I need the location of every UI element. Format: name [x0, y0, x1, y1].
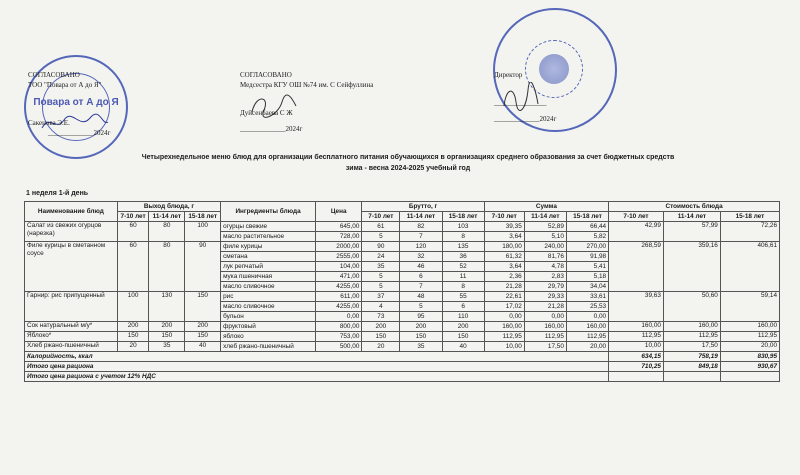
- header-sum: Сумма: [484, 202, 608, 212]
- brutto-cell: 110: [442, 312, 484, 322]
- sum-cell: 91,98: [566, 252, 608, 262]
- price-cell: 800,00: [315, 322, 361, 332]
- dish-name-cell: Хлеб ржано-пшеничный: [25, 342, 118, 352]
- approval-supplier: [28, 70, 110, 138]
- header-age: 15-18 лет: [720, 212, 779, 222]
- brutto-cell: 6: [400, 272, 442, 282]
- brutto-cell: 4: [362, 302, 400, 312]
- ingredient-cell: мука пшеничная: [221, 272, 316, 282]
- price-cell: 0,00: [315, 312, 361, 322]
- brutto-cell: 5: [362, 282, 400, 292]
- price-cell: 2000,00: [315, 242, 361, 252]
- header-brutto: Брутто, г: [362, 202, 484, 212]
- total-row: [25, 352, 780, 362]
- sum-cell: 180,00: [484, 242, 524, 252]
- header-ingredients: Ингредиенты блюда: [221, 202, 316, 222]
- approval-label: СОГЛАСОВАНО: [240, 71, 292, 79]
- approval-nurse: [240, 70, 373, 134]
- menu-table-body: [25, 222, 780, 382]
- total-value: [609, 372, 664, 382]
- total-value: 930,67: [720, 362, 779, 372]
- ingredient-cell: рис: [221, 292, 316, 302]
- header-dish: Наименование блюд: [25, 202, 118, 222]
- total-label: Калорийность, ккал: [25, 352, 609, 362]
- output-cell: 100: [185, 222, 221, 242]
- sum-cell: 17,02: [484, 302, 524, 312]
- ingredient-cell: бульон: [221, 312, 316, 322]
- sum-cell: 34,04: [566, 282, 608, 292]
- total-row: [25, 362, 780, 372]
- approval-label: СОГЛАСОВАНО: [28, 71, 80, 79]
- approval-org: ТОО "Повара от А до Я": [28, 81, 102, 89]
- total-label: Итого цена рациона: [25, 362, 609, 372]
- dish-name-cell: Яблоко*: [25, 332, 118, 342]
- brutto-cell: 7: [400, 282, 442, 292]
- ingredient-cell: масло сливочное: [221, 282, 316, 292]
- approval-person: Сакенова Э.Е.: [28, 119, 70, 127]
- sum-cell: 29,79: [524, 282, 566, 292]
- brutto-cell: 20: [362, 342, 400, 352]
- brutto-cell: 52: [442, 262, 484, 272]
- total-value: [663, 372, 720, 382]
- sum-cell: 5,18: [566, 272, 608, 282]
- output-cell: 200: [149, 322, 185, 332]
- brutto-cell: 73: [362, 312, 400, 322]
- dish-cost-cell: 42,99: [609, 222, 664, 242]
- total-row: [25, 372, 780, 382]
- ingredient-cell: масло сливочное: [221, 302, 316, 312]
- brutto-cell: 32: [400, 252, 442, 262]
- dish-cost-cell: 112,95: [609, 332, 664, 342]
- header-age: 7-10 лет: [117, 212, 149, 222]
- sum-cell: 270,00: [566, 242, 608, 252]
- sum-cell: 0,00: [524, 312, 566, 322]
- sum-cell: 112,95: [524, 332, 566, 342]
- sum-cell: 160,00: [524, 322, 566, 332]
- sum-cell: 25,53: [566, 302, 608, 312]
- brutto-cell: 55: [442, 292, 484, 302]
- total-value: 634,15: [609, 352, 664, 362]
- total-value: 849,18: [663, 362, 720, 372]
- menu-subtitle: зима - весна 2024-2025 учебный год: [345, 165, 471, 172]
- output-cell: 200: [117, 322, 149, 332]
- brutto-cell: 95: [400, 312, 442, 322]
- output-cell: 80: [149, 222, 185, 242]
- sum-cell: 5,10: [524, 232, 566, 242]
- dish-cost-cell: 72,26: [720, 222, 779, 242]
- header-age: 11-14 лет: [149, 212, 185, 222]
- output-cell: 150: [185, 292, 221, 322]
- header-age: 15-18 лет: [566, 212, 608, 222]
- approval-org: Медсестра КГУ ОШ №74 им. С Сейфуллина: [240, 81, 374, 89]
- header-output: Выход блюда, г: [117, 202, 220, 212]
- sum-cell: 17,50: [524, 342, 566, 352]
- output-cell: 150: [117, 332, 149, 342]
- dish-cost-cell: 20,00: [720, 342, 779, 352]
- week-day-label: 1 неделя 1-й день: [26, 190, 89, 197]
- total-label: Итого цена рациона с учетом 12% НДС: [25, 372, 609, 382]
- table-row: [25, 242, 780, 252]
- approval-date: _____________2024г: [48, 129, 111, 137]
- ingredient-cell: фруктовый: [221, 322, 316, 332]
- sum-cell: 5,41: [566, 262, 608, 272]
- brutto-cell: 200: [400, 322, 442, 332]
- dish-cost-cell: 112,95: [663, 332, 720, 342]
- brutto-cell: 37: [362, 292, 400, 302]
- brutto-cell: 150: [400, 332, 442, 342]
- dish-cost-cell: 160,00: [609, 322, 664, 332]
- sum-cell: 22,61: [484, 292, 524, 302]
- dish-cost-cell: 10,00: [609, 342, 664, 352]
- brutto-cell: 200: [442, 322, 484, 332]
- brutto-cell: 135: [442, 242, 484, 252]
- table-row: [25, 222, 780, 232]
- sum-cell: 2,36: [484, 272, 524, 282]
- brutto-cell: 200: [362, 322, 400, 332]
- brutto-cell: 35: [400, 342, 442, 352]
- brutto-cell: 24: [362, 252, 400, 262]
- header-cost: Стоимость блюда: [609, 202, 780, 212]
- dish-cost-cell: 160,00: [720, 322, 779, 332]
- total-value: 830,95: [720, 352, 779, 362]
- sum-cell: 0,00: [484, 312, 524, 322]
- approval-director: [494, 70, 556, 124]
- menu-title: Четырехнедельное меню блюд для организации бесплатного питания обучающихся в организациях среднего образования за счет бюджетных средств: [141, 154, 675, 161]
- brutto-cell: 7: [400, 232, 442, 242]
- total-value: [720, 372, 779, 382]
- brutto-cell: 5: [400, 302, 442, 312]
- sum-cell: 20,00: [566, 342, 608, 352]
- approval-date: _____________2024г: [494, 115, 557, 123]
- brutto-cell: 36: [442, 252, 484, 262]
- output-cell: 60: [117, 242, 149, 292]
- price-cell: 753,00: [315, 332, 361, 342]
- brutto-cell: 61: [362, 222, 400, 232]
- price-cell: 500,00: [315, 342, 361, 352]
- brutto-cell: 90: [362, 242, 400, 252]
- approval-person: _______________: [494, 99, 547, 107]
- header-age: 7-10 лет: [609, 212, 664, 222]
- price-cell: 728,00: [315, 232, 361, 242]
- dish-name-cell: Гарнир: рис припущенный: [25, 292, 118, 322]
- output-cell: 80: [149, 242, 185, 292]
- price-cell: 611,00: [315, 292, 361, 302]
- dish-cost-cell: 50,60: [663, 292, 720, 322]
- sum-cell: 2,83: [524, 272, 566, 282]
- header-age: 11-14 лет: [663, 212, 720, 222]
- dish-cost-cell: 359,16: [663, 242, 720, 292]
- output-cell: 200: [185, 322, 221, 332]
- ingredient-cell: яблоко: [221, 332, 316, 342]
- output-cell: 35: [149, 342, 185, 352]
- sum-cell: 21,28: [524, 302, 566, 312]
- stamp-text: Повара от А до Я: [33, 97, 119, 108]
- brutto-cell: 48: [400, 292, 442, 302]
- dish-cost-cell: 59,14: [720, 292, 779, 322]
- output-cell: 90: [185, 242, 221, 292]
- sum-cell: 160,00: [566, 322, 608, 332]
- sum-cell: 0,00: [566, 312, 608, 322]
- output-cell: 150: [185, 332, 221, 342]
- output-cell: 40: [185, 342, 221, 352]
- sum-cell: 10,00: [484, 342, 524, 352]
- brutto-cell: 35: [362, 262, 400, 272]
- dish-cost-cell: 17,50: [663, 342, 720, 352]
- ingredient-cell: сметана: [221, 252, 316, 262]
- brutto-cell: 11: [442, 272, 484, 282]
- menu-table: [24, 201, 780, 382]
- output-cell: 100: [117, 292, 149, 322]
- ingredient-cell: масло растительное: [221, 232, 316, 242]
- approval-date: _____________2024г: [240, 125, 303, 133]
- output-cell: 130: [149, 292, 185, 322]
- sum-cell: 81,76: [524, 252, 566, 262]
- total-value: 710,25: [609, 362, 664, 372]
- brutto-cell: 150: [362, 332, 400, 342]
- dish-name-cell: Салат из свежих огурцов (нарезка): [25, 222, 118, 242]
- price-cell: 645,00: [315, 222, 361, 232]
- price-cell: 2555,00: [315, 252, 361, 262]
- dish-name-cell: Филе курицы в сметанном соусе: [25, 242, 118, 292]
- header-age: 7-10 лет: [484, 212, 524, 222]
- ingredient-cell: лук репчатый: [221, 262, 316, 272]
- price-cell: 4255,00: [315, 302, 361, 312]
- header-age: 15-18 лет: [442, 212, 484, 222]
- dish-cost-cell: 160,00: [663, 322, 720, 332]
- ingredient-cell: огурцы свежие: [221, 222, 316, 232]
- sum-cell: 112,95: [484, 332, 524, 342]
- sum-cell: 29,33: [524, 292, 566, 302]
- sum-cell: 3,64: [484, 262, 524, 272]
- sum-cell: 4,78: [524, 262, 566, 272]
- ingredient-cell: филе курицы: [221, 242, 316, 252]
- header-age: 7-10 лет: [362, 212, 400, 222]
- header-age: 15-18 лет: [185, 212, 221, 222]
- brutto-cell: 5: [362, 272, 400, 282]
- dish-cost-cell: 57,99: [663, 222, 720, 242]
- ingredient-cell: хлеб ржано-пшеничный: [221, 342, 316, 352]
- sum-cell: 160,00: [484, 322, 524, 332]
- table-row: [25, 342, 780, 352]
- brutto-cell: 150: [442, 332, 484, 342]
- brutto-cell: 5: [362, 232, 400, 242]
- price-cell: 104,00: [315, 262, 361, 272]
- sum-cell: 5,82: [566, 232, 608, 242]
- approval-person: Дуйсенбаева С Ж: [240, 109, 293, 117]
- header-age: 11-14 лет: [400, 212, 442, 222]
- price-cell: 471,00: [315, 272, 361, 282]
- brutto-cell: 46: [400, 262, 442, 272]
- sum-cell: 21,28: [484, 282, 524, 292]
- table-row: [25, 292, 780, 302]
- brutto-cell: 120: [400, 242, 442, 252]
- dish-cost-cell: 268,59: [609, 242, 664, 292]
- price-cell: 4255,00: [315, 282, 361, 292]
- sum-cell: 33,61: [566, 292, 608, 302]
- brutto-cell: 103: [442, 222, 484, 232]
- brutto-cell: 40: [442, 342, 484, 352]
- output-cell: 60: [117, 222, 149, 242]
- total-value: 758,19: [663, 352, 720, 362]
- header-age: 11-14 лет: [524, 212, 566, 222]
- table-row: [25, 332, 780, 342]
- dish-cost-cell: 39,63: [609, 292, 664, 322]
- sum-cell: 3,64: [484, 232, 524, 242]
- dish-cost-cell: 112,95: [720, 332, 779, 342]
- table-row: [25, 322, 780, 332]
- sum-cell: 66,44: [566, 222, 608, 232]
- sum-cell: 39,35: [484, 222, 524, 232]
- dish-name-cell: Сок натуральный м/у*: [25, 322, 118, 332]
- header-price: Цена: [315, 202, 361, 222]
- brutto-cell: 8: [442, 282, 484, 292]
- sum-cell: 52,89: [524, 222, 566, 232]
- approval-org: Директор: [494, 71, 523, 79]
- sum-cell: 61,32: [484, 252, 524, 262]
- brutto-cell: 6: [442, 302, 484, 312]
- dish-cost-cell: 406,61: [720, 242, 779, 292]
- brutto-cell: 82: [400, 222, 442, 232]
- output-cell: 20: [117, 342, 149, 352]
- output-cell: 150: [149, 332, 185, 342]
- sum-cell: 112,95: [566, 332, 608, 342]
- brutto-cell: 8: [442, 232, 484, 242]
- sum-cell: 240,00: [524, 242, 566, 252]
